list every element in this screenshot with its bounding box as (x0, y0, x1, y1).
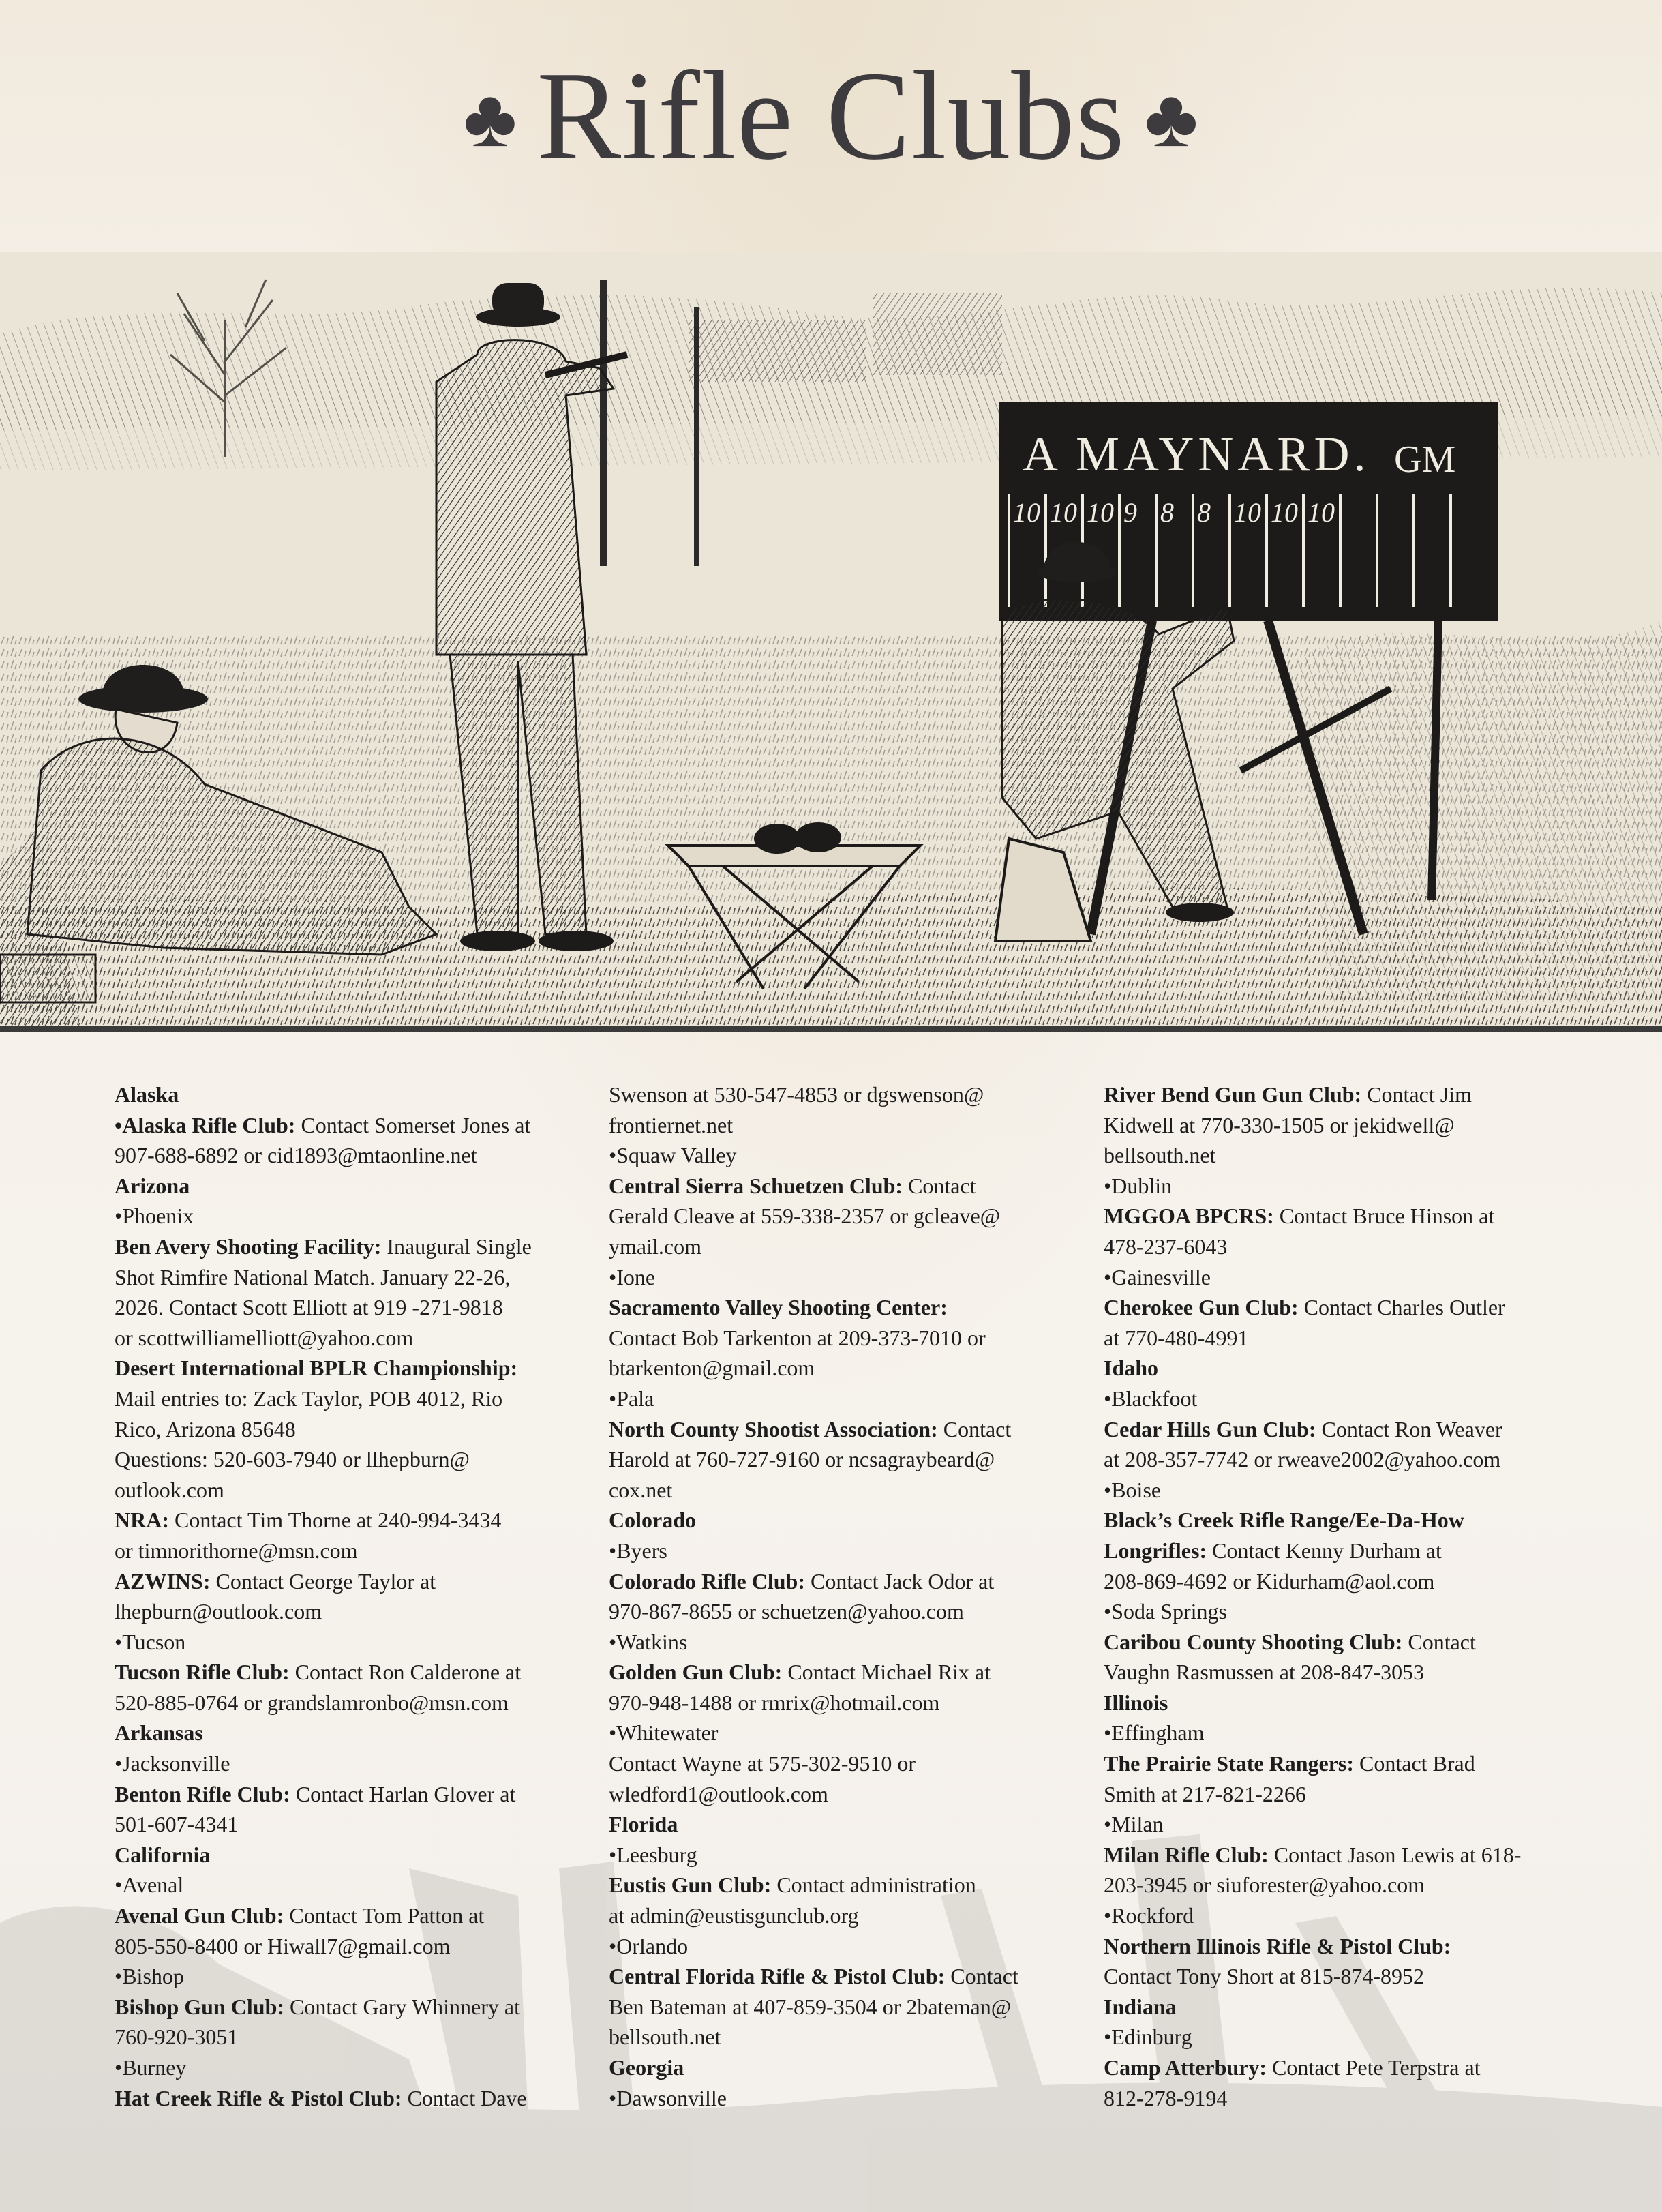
listing-line (1104, 1444, 1554, 1475)
listing-text: 760-920-3051 (115, 2024, 239, 2050)
listing-text: •Boise (1104, 1477, 1162, 1502)
listing-text: Mail entries to: Zack Taylor, POB 4012, Rio (115, 1386, 503, 1411)
listing-line (115, 1262, 564, 1293)
listing-column-2 (609, 1079, 1059, 2113)
listing-text: Harold at 760-727-9160 or ncsagraybeard@ (609, 1447, 995, 1472)
listing-text: Contact (903, 1173, 976, 1198)
listing-line (115, 1840, 564, 1870)
listing-line (609, 1444, 1059, 1475)
listing-text: •Jacksonville (115, 1751, 230, 1776)
listing-text: 812-278-9194 (1104, 2085, 1228, 2110)
listing-heading: Idaho (1104, 1356, 1159, 1381)
listing-heading: Northern Illinois Rifle & Pistol Club: (1104, 1933, 1451, 1958)
listing-line (609, 1536, 1059, 1566)
listing-text: Contact Jason Lewis at 618- (1268, 1842, 1522, 1867)
scoreboard-score: 8 (1197, 497, 1211, 528)
listing-line (609, 2052, 1059, 2083)
listing-heading: River Bend Gun Gun Club: (1104, 1082, 1362, 1107)
listing-line (1104, 1748, 1554, 1779)
listing-line (115, 1444, 564, 1475)
listing-line (115, 1566, 564, 1597)
listing-text: •Avenal (115, 1872, 184, 1898)
listing-line (609, 1840, 1059, 1870)
page-title (0, 48, 1662, 187)
listing-text: 203-3945 or siuforester@yahoo.com (1104, 1872, 1425, 1898)
listing-line (115, 1079, 564, 1110)
scoreboard-score: 10 (1087, 497, 1114, 528)
listing-heading: Golden Gun Club: (609, 1660, 783, 1685)
listing-text: •Orlando (609, 1933, 689, 1958)
listing-line (1104, 1505, 1554, 1536)
listing-text: •Pala (609, 1386, 654, 1411)
listing-text: 208-869-4692 or Kidurham@aol.com (1104, 1568, 1435, 1594)
listing-text: Rico, Arizona 85648 (115, 1416, 296, 1441)
listing-line (115, 1536, 564, 1566)
listing-column-3 (1104, 1079, 1554, 2113)
listing-text: Contact Tom Patton at (284, 1903, 485, 1928)
listing-heading: Indiana (1104, 1994, 1177, 2019)
listing-text: •Soda Springs (1104, 1599, 1227, 1624)
listing-heading: MGGOA BPCRS: (1104, 1204, 1274, 1229)
listing-text: •Rockford (1104, 1903, 1194, 1928)
listing-heading: Cherokee Gun Club: (1104, 1295, 1299, 1320)
illustration-border (0, 1026, 1662, 1032)
listing-text: 970-867-8655 or schuetzen@yahoo.com (609, 1599, 964, 1624)
listing-line (1104, 1931, 1554, 1962)
listing-text: Contact George Taylor at (210, 1568, 436, 1594)
listing-text: btarkenton@gmail.com (609, 1356, 815, 1381)
listing-text: at admin@eustisgunclub.org (609, 1903, 859, 1928)
listing-heading: Caribou County Shooting Club: (1104, 1629, 1403, 1654)
listing-heading: Bishop Gun Club: (115, 1994, 285, 2019)
listing-text: Contact Bruce Hinson at (1273, 1204, 1495, 1229)
listing-heading: NRA: (115, 1508, 169, 1533)
listing-text: Ben Bateman at 407-859-3504 or 2bateman@ (609, 1994, 1012, 2019)
listing-line (115, 1870, 564, 1900)
listing-line (1104, 1323, 1554, 1354)
listing-text: •Byers (609, 1538, 667, 1563)
listing-heading: Longrifles: (1104, 1538, 1207, 1563)
listing-line (115, 1414, 564, 1445)
listing-text: 805-550-8400 or Hiwall7@gmail.com (115, 1933, 451, 1958)
listing-line (115, 1627, 564, 1658)
listing-text: Inaugural Single (381, 1234, 532, 1259)
shooting-range-illustration (0, 252, 1662, 1031)
listing-text: Contact Gary Whinnery at (284, 1994, 520, 2019)
listing-line (1104, 1718, 1554, 1748)
listing-text: Contact Wayne at 575-302-9510 or (609, 1751, 916, 1776)
listing-heading: •Alaska Rifle Club: (115, 1112, 296, 1137)
listing-heading: Sacramento Valley Shooting Center: (609, 1295, 948, 1320)
shooting-range-engraving (0, 252, 1662, 1031)
listing-line (115, 1992, 564, 2022)
scoreboard-score: 10 (1050, 497, 1077, 528)
listing-text: •Tucson (115, 1629, 186, 1654)
listing-line (115, 2052, 564, 2083)
listing-line (609, 2083, 1059, 2114)
listing-line (115, 1201, 564, 1231)
scoreboard-score: 10 (1308, 497, 1335, 528)
listing-text: •Watkins (609, 1629, 688, 1654)
listing-text: •Bishop (115, 1964, 184, 1989)
scoreboard-mark: GM (1394, 438, 1456, 481)
club-ornament-right-icon: ♣ (1144, 73, 1199, 164)
listing-text: Swenson at 530-547-4853 or dgswenson@ (609, 1082, 984, 1107)
listing-line (1104, 1384, 1554, 1414)
listing-line (609, 1262, 1059, 1293)
listing-text: 2026. Contact Scott Elliott at 919 -271-9818 (115, 1295, 503, 1320)
listing-text: •Whitewater (609, 1720, 719, 1746)
listing-heading: Eustis Gun Club: (609, 1872, 772, 1898)
listing-text: Contact Ron Calderone at (289, 1660, 522, 1685)
listing-line (1104, 1566, 1554, 1597)
listing-text: at 208-357-7742 or rweave2002@yahoo.com (1104, 1447, 1501, 1472)
listing-line (1104, 1809, 1554, 1840)
listing-line (115, 1353, 564, 1384)
scoreboard-score: 9 (1123, 497, 1137, 528)
listing-text: •Dawsonville (609, 2085, 727, 2110)
listing-column-1 (115, 1079, 564, 2113)
listing-line (609, 1079, 1059, 1110)
listing-heading: North County Shootist Association: (609, 1416, 938, 1441)
listing-line (609, 1231, 1059, 1262)
listing-line (1104, 1779, 1554, 1810)
listing-text: •Burney (115, 2055, 187, 2080)
listing-text: or timnorithorne@msn.com (115, 1538, 358, 1563)
listing-heading: Avenal Gun Club: (115, 1903, 284, 1928)
listing-line (1104, 1627, 1554, 1658)
listing-heading: Central Sierra Schuetzen Club: (609, 1173, 903, 1198)
listing-line (609, 1323, 1059, 1354)
listing-line (115, 1900, 564, 1931)
listing-line (609, 1900, 1059, 1931)
listing-line (609, 1171, 1059, 1201)
listing-line (609, 1931, 1059, 1962)
listing-line (609, 1201, 1059, 1231)
listing-text: •Gainesville (1104, 1264, 1211, 1289)
listing-heading: Alaska (115, 1082, 179, 1107)
listing-line (609, 1596, 1059, 1627)
listing-text: or scottwilliamelliott@yahoo.com (115, 1325, 414, 1350)
listing-text: Shot Rimfire National Match. January 22-26, (115, 1264, 511, 1289)
listing-heading: Colorado Rifle Club: (609, 1568, 805, 1594)
listing-text: Contact Jack Odor at (805, 1568, 995, 1594)
listing-line (115, 2083, 564, 2114)
listing-line (1104, 1231, 1554, 1262)
listing-text: Gerald Cleave at 559-338-2357 or gcleave@ (609, 1204, 1001, 1229)
scoreboard-score: 10 (1234, 497, 1261, 528)
listing-text: •Squaw Valley (609, 1143, 737, 1168)
scoreboard-score: 10 (1013, 497, 1040, 528)
listing-line (1104, 1201, 1554, 1231)
listing-text: •Milan (1104, 1812, 1164, 1837)
listing-text: Contact Kenny Durham at (1207, 1538, 1442, 1563)
listing-line (609, 1566, 1059, 1597)
listing-heading: Ben Avery Shooting Facility: (115, 1234, 382, 1259)
listing-text: 478-237-6043 (1104, 1234, 1228, 1259)
listing-line (1104, 1292, 1554, 1323)
listing-line (1104, 1536, 1554, 1566)
listing-text: Contact (1402, 1629, 1476, 1654)
listing-line (1104, 1475, 1554, 1506)
listing-line (1104, 2052, 1554, 2083)
listing-line (115, 1323, 564, 1354)
listing-text: Contact Charles Outler (1298, 1295, 1505, 1320)
listing-text: 970-948-1488 or rmrix@hotmail.com (609, 1690, 940, 1715)
listing-text: Vaughn Rasmussen at 208-847-3053 (1104, 1660, 1425, 1685)
listing-line (1104, 1870, 1554, 1900)
listing-heading: Georgia (609, 2055, 684, 2080)
listing-text: •Phoenix (115, 1204, 194, 1229)
listing-line (115, 1231, 564, 1262)
listing-text: Contact Ron Weaver (1316, 1416, 1502, 1441)
listing-line (115, 1961, 564, 1992)
listing-line (115, 1718, 564, 1748)
listing-line (1104, 1262, 1554, 1293)
listing-line (609, 1384, 1059, 1414)
listing-text: Contact Somerset Jones at (295, 1112, 531, 1137)
listing-line (115, 1657, 564, 1688)
listing-line (609, 1475, 1059, 1506)
listing-line (1104, 1688, 1554, 1718)
listing-heading: Florida (609, 1812, 678, 1837)
listing-line (609, 1748, 1059, 1779)
club-ornament-left-icon: ♣ (463, 73, 518, 164)
listing-line (1104, 1353, 1554, 1384)
listing-line (115, 1931, 564, 1962)
listing-text: cox.net (609, 1477, 673, 1502)
listing-line (609, 1779, 1059, 1810)
listing-heading: Colorado (609, 1508, 696, 1533)
listing-text: ymail.com (609, 1234, 701, 1259)
listing-text: Questions: 520-603-7940 or llhepburn@ (115, 1447, 470, 1472)
page-title-text: Rifle Clubs (537, 46, 1125, 186)
listing-line (115, 1475, 564, 1506)
listing-line (115, 1809, 564, 1840)
listing-text: Contact administration (771, 1872, 976, 1898)
listing-text: •Dublin (1104, 1173, 1173, 1198)
listing-text: Contact Tony Short at 815-874-8952 (1104, 1964, 1425, 1989)
listing-text: •Effingham (1104, 1720, 1205, 1746)
listing-line (609, 1992, 1059, 2022)
listing-line (1104, 1900, 1554, 1931)
listing-heading: Camp Atterbury: (1104, 2055, 1267, 2080)
listing-text: at 770-480-4991 (1104, 1325, 1249, 1350)
listing-text: Contact (937, 1416, 1012, 1441)
listing-line (609, 1110, 1059, 1141)
scoreboard-score: 10 (1271, 497, 1298, 528)
listing-heading: Benton Rifle Club: (115, 1781, 290, 1806)
listing-line (609, 1353, 1059, 1384)
listing-line (115, 2022, 564, 2052)
listing-line (115, 1596, 564, 1627)
listing-text: Kidwell at 770-330-1505 or jekidwell@ (1104, 1112, 1455, 1137)
listing-text: lhepburn@outlook.com (115, 1599, 322, 1624)
listing-line (115, 1779, 564, 1810)
listing-line (115, 1140, 564, 1171)
listing-text: Contact Tim Thorne at 240-994-3434 (168, 1508, 502, 1533)
scoreboard-name: A MAYNARD. (1023, 427, 1370, 481)
listing-heading: Black’s Creek Rifle Range/Ee-Da-How (1104, 1508, 1464, 1533)
listing-line (1104, 2022, 1554, 2052)
listing-line (115, 1292, 564, 1323)
listing-text: wledford1@outlook.com (609, 1781, 828, 1806)
listing-text: 907-688-6892 or cid1893@mtaonline.net (115, 1143, 477, 1168)
listing-heading: Arizona (115, 1173, 190, 1198)
listing-heading: Cedar Hills Gun Club: (1104, 1416, 1316, 1441)
listing-line (1104, 1961, 1554, 1992)
listing-text: 520-885-0764 or grandslamronbo@msn.com (115, 1690, 509, 1715)
listing-line (1104, 1140, 1554, 1171)
listing-text: Contact Pete Terpstra at (1267, 2055, 1481, 2080)
listing-line (609, 1809, 1059, 1840)
listing-text: Contact Jim (1361, 1082, 1472, 1107)
listing-line (1104, 1414, 1554, 1445)
listing-line (609, 1292, 1059, 1323)
listing-text: frontiernet.net (609, 1112, 734, 1137)
listing-line (1104, 1657, 1554, 1688)
listing-line (1104, 1992, 1554, 2022)
listing-line (115, 1748, 564, 1779)
listing-line (115, 1688, 564, 1718)
listing-text: 501-607-4341 (115, 1812, 239, 1837)
listing-line (609, 1688, 1059, 1718)
listing-heading: The Prairie State Rangers: (1104, 1751, 1355, 1776)
listing-text: Contact Dave (402, 2085, 527, 2110)
listing-heading: AZWINS: (115, 1568, 211, 1594)
listing-text: bellsouth.net (609, 2024, 721, 2050)
listing-text: Contact Brad (1354, 1751, 1475, 1776)
listing-text: Contact Harlan Glover at (290, 1781, 516, 1806)
listing-heading: Arkansas (115, 1720, 203, 1746)
listing-line (1104, 1110, 1554, 1141)
listing-text: Contact Bob Tarkenton at 209-373-7010 or (609, 1325, 986, 1350)
listing-line (609, 1414, 1059, 1445)
listing-heading: Central Florida Rifle & Pistol Club: (609, 1964, 946, 1989)
listing-line (609, 1718, 1059, 1748)
listing-line (609, 1870, 1059, 1900)
listing-text: •Blackfoot (1104, 1386, 1198, 1411)
listing-line (609, 1505, 1059, 1536)
listing-line (609, 2022, 1059, 2052)
listing-heading: Illinois (1104, 1690, 1168, 1715)
listing-line (609, 1627, 1059, 1658)
listing-text: Contact (945, 1964, 1018, 1989)
listing-heading: Tucson Rifle Club: (115, 1660, 290, 1685)
listing-text: Contact Michael Rix at (782, 1660, 991, 1685)
listing-line (1104, 1171, 1554, 1201)
listing-text: outlook.com (115, 1477, 224, 1502)
listing-heading: Hat Creek Rifle & Pistol Club: (115, 2085, 402, 2110)
listing-line (115, 1384, 564, 1414)
scoreboard-score: 8 (1160, 497, 1174, 528)
listing-line (609, 1140, 1059, 1171)
listing-line (1104, 1079, 1554, 1110)
listing-line (1104, 1596, 1554, 1627)
listing-heading: California (115, 1842, 211, 1867)
listing-line (115, 1171, 564, 1201)
listing-line (609, 1961, 1059, 1992)
listing-line (115, 1110, 564, 1141)
listing-line (609, 1657, 1059, 1688)
listing-heading: Desert International BPLR Championship: (115, 1356, 518, 1381)
listing-text: •Ione (609, 1264, 656, 1289)
listing-line (1104, 1840, 1554, 1870)
listing-text: •Edinburg (1104, 2024, 1192, 2050)
listing-line (115, 1505, 564, 1536)
listing-text: •Leesburg (609, 1842, 697, 1867)
listing-line (1104, 2083, 1554, 2114)
listing-text: bellsouth.net (1104, 1143, 1216, 1168)
listing-heading: Milan Rifle Club: (1104, 1842, 1269, 1867)
listing-text: Smith at 217-821-2266 (1104, 1781, 1306, 1806)
